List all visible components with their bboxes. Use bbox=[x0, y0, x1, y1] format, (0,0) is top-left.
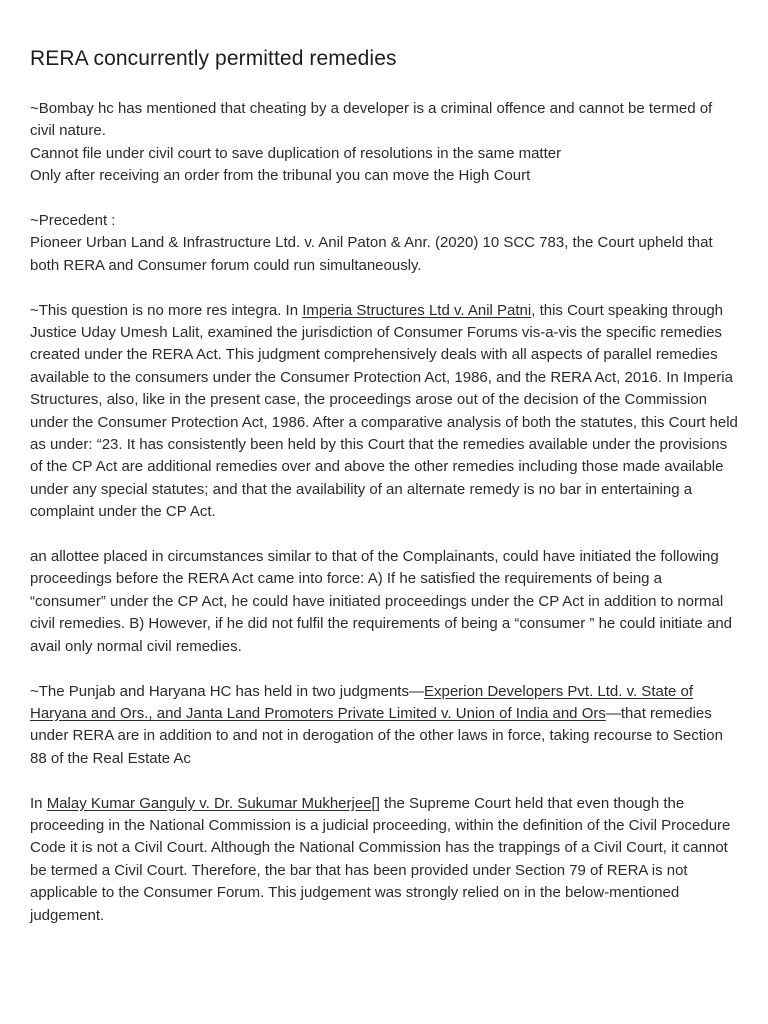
text-line: Only after receiving an order from the tribunal you can move the High Court bbox=[30, 167, 531, 185]
text-run: , this Court speaking through Justice Uday Umesh Lalit, examined the jurisdiction of Consumer Forums vis-a-vis the specific remedies created under the RERA Act. This judgment comprehensively deals with all aspects of parallel remedies available to the consumers under the Consumer Protection Act, 1986, and the RERA Act, 2016. In Imperia Structures, also, like in the present case, the proceedings arose out of the decision of the Commission under the Consumer Protection Act, 1986. After a comparative analysis of both the statutes, this Court held as under: “23. It has consistently been held by this Court that the remedies available under the provisions of the CP Act are additional remedies over and above the other remedies including those made available under any special statutes; and that the availability of an alternate remedy is no bar in entertaining a complaint under the CP Act. bbox=[30, 301, 738, 521]
text-line: ~Bombay hc has mentioned that cheating by a developer is a criminal offence and cannot be termed of civil nature. bbox=[30, 100, 713, 140]
paragraph-allottee bbox=[30, 546, 738, 658]
text-run: an allottee placed in circumstances similar to that of the Complainants, could have initiated the following proceedings before the RERA Act came into force: A) If he satisfied the requirements of being a “consumer” under the CP Act, he could have initiated proceedings under the CP Act in addition to normal civil remedies. B) However, if he did not fulfil the requirements of being a “consumer ” he could initiate and avail only normal civil remedies. bbox=[30, 548, 733, 655]
note-body[interactable] bbox=[30, 98, 738, 927]
paragraph-bombay-hc bbox=[30, 98, 738, 188]
link-experion-janta[interactable]: Experion Developers Pvt. Ltd. v. State of Haryana and Ors., and Janta Land Promoters Private Limited v. Union of India and Ors bbox=[30, 682, 694, 722]
text-line: Pioneer Urban Land & Infrastructure Ltd. v. Anil Paton & Anr. (2020) 10 SCC 783, the Court upheld that both RERA and Consumer forum could run simultaneously. bbox=[30, 234, 713, 274]
paragraph-imperia bbox=[30, 300, 738, 524]
paragraph-malay-kumar bbox=[30, 793, 738, 927]
text-line: Cannot file under civil court to save duplication of resolutions in the same matter bbox=[30, 144, 562, 162]
text-run: ~The Punjab and Haryana HC has held in two judgments— bbox=[30, 682, 424, 700]
text-run: In bbox=[30, 794, 47, 812]
text-run: [] the Supreme Court held that even though the proceeding in the National Commission is a judicial proceeding, within the definition of the Civil Procedure Code it is not a Civil Court. Although the National Commission has the trappings of a Civil Court, it cannot be termed a Civil Court. Therefore, the bar that has been provided under Section 79 of RERA is not applicable to the Consumer Forum. This judgement was strongly relied on in the below-mentioned judgement. bbox=[30, 794, 731, 924]
link-malay-kumar-ganguly[interactable]: Malay Kumar Ganguly v. Dr. Sukumar Mukherjee bbox=[46, 794, 372, 812]
text-run: —that remedies under RERA are in addition to and not in derogation of the other laws in force, taking recourse to Section 88 of the Real Estate Ac bbox=[30, 704, 723, 767]
paragraph-precedent bbox=[30, 210, 738, 277]
note-title: RERA concurrently permitted remedies bbox=[30, 47, 397, 70]
text-run: ~This question is no more res integra. In bbox=[30, 301, 303, 319]
text-line: ~Precedent : bbox=[30, 212, 116, 230]
paragraph-punjab-haryana bbox=[30, 681, 738, 771]
link-imperia-structures[interactable]: Imperia Structures Ltd v. Anil Patni bbox=[302, 301, 532, 319]
